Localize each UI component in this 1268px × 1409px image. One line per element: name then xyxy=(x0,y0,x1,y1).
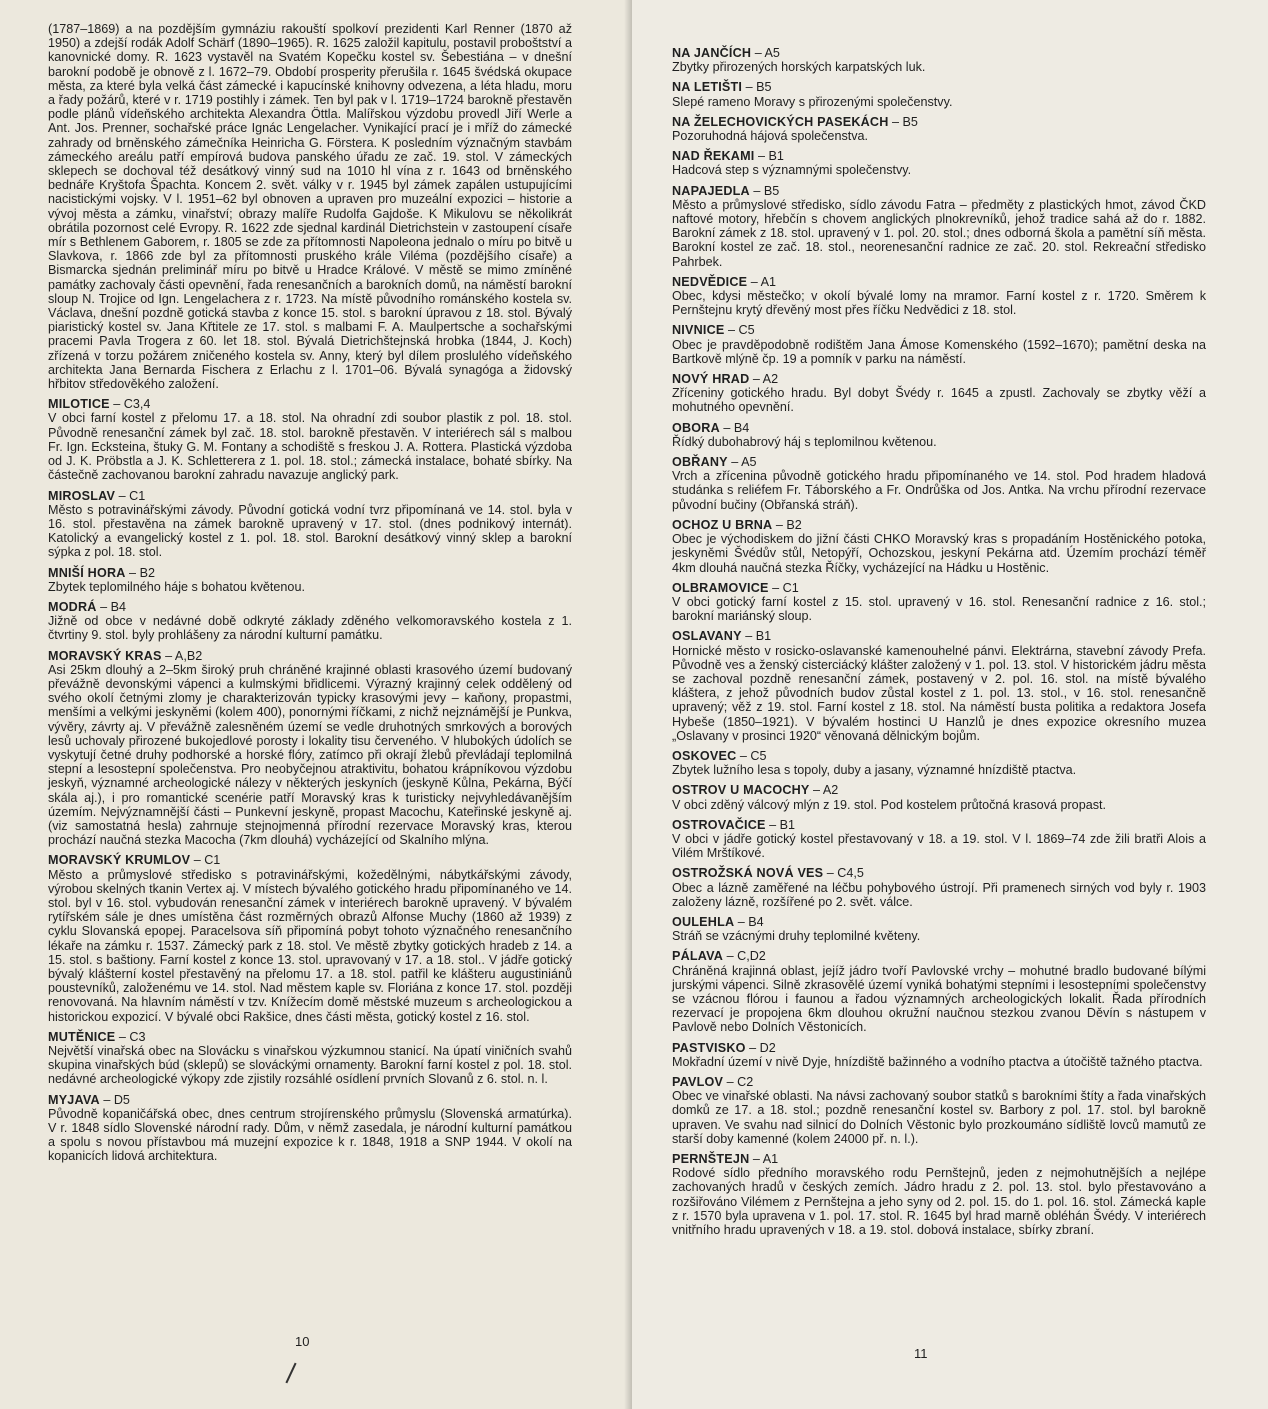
gazetteer-entry xyxy=(672,149,1206,177)
entry-text: Zbytek lužního lesa s topoly, duby a jasany, významné hnízdiště ptactva. xyxy=(672,763,1077,778)
entry-text: Město a průmyslové středisko, sídlo závodu Fatra – předměty z plastických hmot, závod ČKD naftové motory, hřebčín s chovem anglických plnokrevníků, jehož tradice sahá až do r. 1882. Barokní zámek z 18. stol. upravený v 1. pol. 20. stol.; dnes odborná škola a pamětní síň města. Barokní kostel ze zač. 18. stol., neorenesanční radnice ze zač. 20. stol. Rekreační středisko Pahrbek. xyxy=(672,197,1206,269)
page-number-right: 11 xyxy=(914,1346,928,1361)
entry-headword: MILOTICE xyxy=(48,397,110,412)
entry-text: Rodové sídlo předního moravského rodu Pernštejnů, jeden z nejmohutnějších a nejlépe zachovaných hradů v českých zemích. Jádro hradu z 2. pol. 13. stol. bylo přestavováno a rozšiřováno Vilémem z Pernštejna a jeho syny od 2. pol. 15. do 1. pol. 16. stol. Zámecká kaple z r. 1570 byla upravena v 1. pol. 17. stol. R. 1645 byl hrad marně obléhán Švédy. V interiérech vnitřního hradu upravených v 18. a 19. stol. dobová instalace, sbírky zbraní. xyxy=(672,1166,1206,1238)
entry-headword: OSKOVEC xyxy=(672,748,737,763)
entry-headword: NOVÝ HRAD xyxy=(672,372,750,387)
gazetteer-entry xyxy=(672,46,1206,74)
entry-headword: MNIŠÍ HORA xyxy=(48,565,126,580)
entry-map-code: – A5 xyxy=(727,455,757,470)
entry-headword: NA LETIŠTI xyxy=(672,80,743,95)
gazetteer-entry xyxy=(672,1041,1206,1069)
entry-headword: MODRÁ xyxy=(48,599,97,614)
entry-headword: NAD ŘEKAMI xyxy=(672,149,755,164)
right-page xyxy=(632,0,1268,1409)
entry-text: V obci farní kostel z přelomu 17. a 18. stol. Na ohradní zdi soubor plastik z pol. 18. stol. Původně renesanční zámek byl zač. 18. stol. barokně přestavěn. V interiérech sál s malbou Fr. Ign. Ecksteina, štuky G. M. Fontany a schodiště s freskou J. A. Rottera. Plastická výzdoba od J. K. Pröbstla a J. K. Schletterera z 1. pol. 18. stol.; zámecká instalace, bohaté sbírky. Na částečně zachovanou barokní zahradu navazuje anglický park. xyxy=(48,411,572,483)
gazetteer-entry xyxy=(672,1152,1206,1237)
continued-entry-text: (1787–1869) a na pozdějším gymnáziu rakouští spolkoví prezidenti Karl Renner (1870 až 1950) a zdejší rodák Adolf Schärf (1890–1965). R. 1625 založil kapitulu, postavil proboštství a kanovnické domy. R. 1623 vystavěl na Svatém Kopečku kostel sv. Šebestiána – v dnešní barokní podobě je obnově z l. 1672–79. Období prosperity přerušila r. 1645 švédská okupace města, za které byla velká část zámecké i kapucínské knihovny odvezena, a léta hladu, moru a řady požárů, které v r. 1719 postihly i zámek. Ten byl pak v l. 1719–1724 barokně přestavěn podle plánů vídeňského architekta Alexandra Öttla. Malířskou výzdobu provedl Jiří Werle a Ant. Jos. Prenner, sochařské práce Ignác Lengelacher. Vynikající prací je i mříž do zámecké zahrady od brněnského zámečníka Heinricha G. Förstera. K posledním význačným stavbám zámeckého areálu patří empírová budova panského úřadu ze zač. 19. stol. V zámeckých sklepech se dochoval též desátkový vinný sud na 1010 hl vína z r. 1643 od brněnského bednáře Kryštofa Špachta. Koncem 2. svět. války v r. 1945 byl zámek zapálen ustupujícími nacistickými vojsky. V l. 1951–62 byl obnoven a upraven pro muzeální expozici – historie a vývoj města a zámku, vinařství; obrazy malíře Rudolfa Gajdoše. K Mikulovu se několikrát obrátila pozornost celé Evropy. R. 1622 zde sjednal kardinál Dietrichstein v zastoupení císaře mír s Bethlenem Gaborem, r. 1805 se zde za přítomnosti Napoleona jednalo o míru po bitvě u Slavkova, r. 1866 zde byl za přítomnosti pruského krále Viléma (pozdějšího císaře) a Bismarcka sjednán preliminář míru po bitvě u Hradce Králové. V městě se mimo zmíněné památky zachovaly části opevnění, řada renesančních a barokních domů, na náměstí barokní sloup N. Trojice od Ign. Lengelachera z r. 1723. Na místě původního románského kostela sv. Václava, dnešní pozdně gotická stavba z konce 15. stol. s barokní úpravou z 18. stol. Bývalý piaristický kostel sv. Jana Křtitele ze 17. stol. s malbami F. A. Maulpertsche a sochařskými pracemi Pavla Trogera z 60. let 18. stol. Bývalá Dietrichštejnská hrobka (1844, J. Koch) zřízená v torzu požárem zničeného kostela sv. Anny, který byl dílem proslulého vídeňského architekta Jana Bernarda Fischera z Erlachu z l. 1701–06. Bývalá synagóga a židovský hřbitov středověkého založení. xyxy=(48,22,572,392)
entry-text: Zbytek teplomilného háje s bohatou květenou. xyxy=(48,579,305,594)
entry-text: Pozoruhodná hájová společenstva. xyxy=(672,129,869,144)
entry-text: Asi 25km dlouhý a 2–5km široký pruh chráněné krajinné oblasti krasového území budovaný převážně devonskými vápenci a kulmskými břidlicemi. Výrazný krajinný celek oddělený od svého okolí četnými zlomy je charakterizován typicky krasovými jevy – kaňony, propastmi, menšími a velkými jeskyněmi (kolem 400), ponornými říčkami, z nichž nejznámější je Punkva, vývěry, závrty aj. V převážně zalesněném území se vedle druhotných smrkových a borových lesů uchovaly přirozené bukojedlové porosty i lokality tisu červeného. V hlubokých údolích se vyskytují četné druhy podhorské a horské flóry, zatímco při okrají žlebů převládají teplomilná stepní a lesostepní společenstva. Pro neobyčejnou atraktivitu, bohatou krápníkovou výzdobu jeskyň, významné archeologické nálezy v některých jeskyních (jeskyně Kůlna, Pekárna, Býčí skála aj.), i pro romantické scenérie patří Moravský kras k turisticky nejvyhledávanějším územím. Nejvýznamnější části – Punkevní jeskyně, propast Macochu, Kateřinské jeskyně aj. (viz samostatná hesla) zahrnuje stejnojmenná přírodní rezervace Moravský kras, kterou prochází naučná stezka Macocha (7km dlouhá) vycházející od Skalního mlýna. xyxy=(48,662,572,848)
entry-headword: MYJAVA xyxy=(48,1092,100,1107)
entry-map-code: – A5 xyxy=(751,46,780,60)
entry-headword: NAPAJEDLA xyxy=(672,183,750,198)
entry-text: Město a průmyslové středisko s potravinářskými, kožedělnými, nábytkářskými závody, výrobou skelných tkanin Vertex aj. V místech bývalého gotického hradu připomínaného ve 14. stol. byl v 16. stol. vybudován renesanční zámek v interiérech barokně upravený. V bývalém rytířském sále je dnes umístěna část rozměrných obrazů Alfonse Muchy (1860 až 1939) z cyklu Slovanská epopej. Paracelsova síň připomíná pobyt tohoto význačného renesančního lékaře na zámku r. 1537. Zámecký park z 18. stol. Ve městě zbytky gotických hradeb z 14. a 15. stol. s baštiony. Farní kostel z konce 13. stol. upravovaný v 17. a 18. stol.. V jádře gotický bývalý klášterní kostel přestavěný na přelomu 17. a 18. stol. patřil ke klášteru augustiniánů poustevníků, založenému ve 14. stol. Nad městem kaple sv. Floriána z konce 17. stol. později renovovaná. Na hlavním náměstí v tzv. Knížecím domě městské muzeum s archeologickou a historickou expozicí. V bývalé obci Rakšice, dnes části města, gotický kostel z 16. stol. xyxy=(48,867,572,1024)
gazetteer-entry xyxy=(672,783,1206,811)
entry-map-code: – B4 xyxy=(96,599,126,614)
entry-headword: NEDVĚDICE xyxy=(672,274,748,289)
gazetteer-entry xyxy=(48,489,572,560)
entry-text: Jižně od obce v nedávné době odkryté základy zděného velkomoravského kostela z 1. čtvrtiny 9. stol. byly prohlášeny za národní kulturní památku. xyxy=(48,614,572,643)
entry-map-code: – A,B2 xyxy=(161,648,203,663)
entry-text: Největší vinařská obec na Slovácku s vinařskou výzkumnou stanicí. Na úpatí viničních svahů skupina vinařských búd (sklepů) se slováckými ornamenty. Barokní farní kostel z pol. 18. stol. nedávné archeologické výkopy zde zjistily rozsáhlé osídlení prvních Slovanů z 6. stol. n. l. xyxy=(48,1044,572,1087)
gazetteer-entry xyxy=(672,421,1206,449)
gazetteer-entry xyxy=(672,949,1206,1034)
entry-map-code: – C5 xyxy=(724,323,755,338)
entry-headword: PERNŠTEJN xyxy=(672,1152,750,1167)
entry-text: V obci zděný válcový mlýn z 19. stol. Pod kostelem průtočná krasová propast. xyxy=(672,797,1106,812)
gazetteer-entry xyxy=(672,866,1206,909)
entry-text: Obec ve vinařské oblasti. Na návsi zachovaný soubor statků s barokními štíty a řada vinařských domků ze 17. a 18. stol.; pozdně renesanční kostel sv. Barbory z pol. 17. stol. byl barokně upraven. Ve svahu nad silnicí do Dolních Věstonic bylo prozkoumáno sídliště lovců mamutů ze starší doby kamenné (kolem 24000 př. n. l.). xyxy=(672,1089,1206,1146)
gazetteer-entry xyxy=(672,455,1206,512)
entry-text: Obec a lázně zaměřené na léčbu pohybového ústrojí. Při pramenech sirných vod byly r. 1903 založeny lázně, rozšířené po 2. svět. válce. xyxy=(672,880,1206,909)
entry-headword: PAVLOV xyxy=(672,1075,724,1089)
entry-text: Slepé rameno Moravy s přirozenými společenstvy. xyxy=(672,94,953,109)
entry-map-code: – B5 xyxy=(742,80,772,95)
entry-text: Obec je pravděpodobně rodištěm Jana Ámose Komenského (1592–1670); pamětní deska na Bartkově mlýně čp. 19 a pomník v parku na náměstí. xyxy=(672,337,1206,366)
entry-map-code: – C1 xyxy=(190,853,221,868)
entry-text: V obci v jádře gotický kostel přestavovaný v 18. a 19. stol. V l. 1869–74 zde žili bratři Alois a Vilém Mrštíkové. xyxy=(672,831,1206,861)
left-page xyxy=(0,0,632,1409)
entry-map-code: – C2 xyxy=(723,1075,754,1089)
entry-text: Město s potravinářskými závody. Původní gotická vodní tvrz připomínaná ve 14. stol. byla v 16. stol. přestavěna na zámek barokně upravený v 17. stol. (dnes podnikový internát). Katolický a evangelický kostel z 1. pol. 18. stol. Barokní desátkový vinný sklep a barokní sýpka z pol. 18. stol. xyxy=(48,502,572,560)
entry-map-code: – A2 xyxy=(749,372,779,387)
entry-headword: NA JANČÍCH xyxy=(672,46,752,60)
entry-map-code: – B1 xyxy=(765,817,796,832)
entry-headword: OBORA xyxy=(672,420,720,435)
entry-headword: OSTROŽSKÁ NOVÁ VES xyxy=(672,866,824,881)
entry-headword: OSLAVANY xyxy=(672,629,742,644)
entry-headword: OLBRAMOVICE xyxy=(672,580,769,595)
gazetteer-entry xyxy=(672,581,1206,624)
entry-headword: OBŘANY xyxy=(672,455,728,470)
pen-mark xyxy=(285,1363,296,1384)
entry-text: Hadcová step s významnými společenstvy. xyxy=(672,163,912,178)
entry-map-code: – C3 xyxy=(115,1029,146,1044)
gazetteer-entry xyxy=(48,1030,572,1087)
entry-map-code: – B1 xyxy=(741,629,772,644)
entry-text: V obci gotický farní kostel z 15. stol. upravený v 16. stol. Renesanční radnice z 16. stol.; barokní mariánský sloup. xyxy=(672,594,1206,624)
entry-text: Obec, kdysi městečko; v okolí bývalé lomy na mramor. Farní kostel z r. 1720. Směrem k Pernštejnu krytý dřevěný most přes říčku Nedvědici z 18. stol. xyxy=(672,289,1206,318)
entry-map-code: – B5 xyxy=(888,114,918,129)
gazetteer-entry xyxy=(672,915,1206,943)
entry-map-code: – A2 xyxy=(809,783,839,798)
gazetteer-entry xyxy=(672,184,1206,269)
entry-text: Obec je východiskem do jižní části CHKO Moravský kras s propadáním Hostěnického potoka, jeskyněmi Švédův stůl, Netopýří, Ochozskou, jeskyní Pekárna atd. Územím prochází téměř 4km dlouhá naučná stezka Říčky, vycházející na Hádku u Hostěnic. xyxy=(672,532,1206,575)
left-entries xyxy=(48,397,572,1163)
entry-headword: NIVNICE xyxy=(672,323,725,338)
gazetteer-entry xyxy=(48,566,572,594)
gazetteer-entry xyxy=(672,749,1206,777)
entry-map-code: – C1 xyxy=(768,580,799,595)
entry-map-code: – C1 xyxy=(115,488,146,503)
entry-map-code: – C,D2 xyxy=(723,949,766,964)
entry-text: Zbytky přirozených horských karpatských luk. xyxy=(672,60,926,75)
entry-text: Řídký dubohabrový háj s teplomilnou květenou. xyxy=(672,434,937,449)
entry-headword: OSTROV U MACOCHY xyxy=(672,783,810,798)
entry-map-code: – A1 xyxy=(747,274,776,289)
entry-map-code: – B1 xyxy=(754,149,784,164)
entry-headword: NA ŽELECHOVICKÝCH PASEKÁCH xyxy=(672,114,889,129)
entry-text: Původně kopaničářská obec, dnes centrum strojírenského průmyslu (Slovenská armatúrka). V r. 1848 sídlo Slovenské národní rady. Dům, v němž zasedala, je národní kulturní památkou a spolu s novou přístavbou má muzejní expozice k r. 1848, 1918 a SNP 1944. V okolí na kopanicích lidová architektura. xyxy=(48,1106,572,1164)
gazetteer-entry xyxy=(48,600,572,643)
entry-text: Mokřadní území v nivě Dyje, hnízdiště bažinného a vodního ptactva a útočiště tažného ptactva. xyxy=(672,1054,1203,1069)
entry-map-code: – C4,5 xyxy=(823,866,864,881)
gazetteer-entry xyxy=(672,372,1206,415)
entry-map-code: – D2 xyxy=(745,1040,776,1055)
entry-text: Stráň se vzácnými druhy teplomilné květeny. xyxy=(672,929,921,944)
entry-text: Vrch a zřícenina původně gotického hradu připomínaného ve 14. stol. Pod hradem hladová studánka s reliéfem Fr. Táborského a Fr. Ondrůška od Jos. Antka. Na vrchu přírodní rezervace původní bučiny (Obřanská stráň). xyxy=(672,469,1206,512)
page-number-left: 10 xyxy=(295,1334,310,1349)
entry-headword: OULEHLA xyxy=(672,914,735,929)
entry-headword: OCHOZ U BRNA xyxy=(672,517,773,532)
entry-map-code: – C3,4 xyxy=(109,397,151,412)
entry-map-code: – B4 xyxy=(734,914,764,929)
entry-map-code: – B5 xyxy=(749,183,780,198)
entry-headword: OSTROVAČICE xyxy=(672,817,766,832)
entry-headword: PÁLAVA xyxy=(672,949,724,964)
gazetteer-entry xyxy=(672,818,1206,861)
entry-map-code: – B2 xyxy=(772,517,802,532)
entry-map-code: – C5 xyxy=(736,748,767,763)
entry-map-code: – B2 xyxy=(125,565,155,580)
gazetteer-entry xyxy=(672,518,1206,575)
gazetteer-entry xyxy=(48,397,572,482)
entry-map-code: – D5 xyxy=(99,1092,130,1107)
entry-map-code: – B4 xyxy=(719,420,750,435)
gazetteer-entry xyxy=(48,1093,572,1164)
entry-map-code: – A1 xyxy=(749,1152,779,1167)
gazetteer-entry xyxy=(48,853,572,1023)
gazetteer-entry xyxy=(48,649,572,848)
entry-headword: MUTĚNICE xyxy=(48,1029,116,1044)
gazetteer-entry xyxy=(672,1075,1206,1146)
entry-headword: MORAVSKÝ KRUMLOV xyxy=(48,853,191,868)
gazetteer-entry xyxy=(672,80,1206,108)
entry-headword: PASTVISKO xyxy=(672,1040,746,1055)
gazetteer-entry xyxy=(672,115,1206,143)
gazetteer-entry xyxy=(672,323,1206,366)
gazetteer-entry xyxy=(672,629,1206,743)
right-entries xyxy=(672,46,1206,1237)
entry-text: Hornické město v rosicko-oslavanské kamenouhelné pánvi. Elektrárna, stavební závody Prefa. Původně ves a ženský cisterciácký klášter založený v 1. pol. 13. stol. V historickém jádru města se zachoval pozdně renesanční zámek, postavený v 2. pol. 16. stol. na místě bývalého kláštera, z jehož původních budov zůstal kostel z 1. pol. 13. stol., v 16. stol. renesančně upravený; věž z 19. stol. Farní kostel z 18. stol. Na náměstí busta politika a redaktora Josefa Hybeše (1850–1921). V bývalém hostinci U Hanzlů je dnes expozice okresního muzea „Oslavany v prosinci 1920“ věnovaná dělnickým bojům. xyxy=(672,643,1206,743)
entry-text: Chráněná krajinná oblast, jejíž jádro tvoří Pavlovské vrchy – mohutné bradlo budované bílými jurskými vápenci. Silně zkrasovělé území vyniká bohatými stepními i lesostepními společenstvy se vzácnou flórou i faunou a řadou významných archeologických lokalit. Řada přírodních rezervací je propojena 6km dlouhou okružní naučnou stezkou zvanou Děvín s nástupem v Pavlově nebo Dolních Věstonicích. xyxy=(672,963,1206,1035)
entry-text: Zříceniny gotického hradu. Byl dobyt Švédy r. 1645 a zpustl. Zachovaly se zbytky věží a mohutného opevnění. xyxy=(672,386,1206,415)
gazetteer-entry xyxy=(672,275,1206,318)
entry-headword: MIROSLAV xyxy=(48,488,116,503)
entry-headword: MORAVSKÝ KRAS xyxy=(48,648,162,663)
